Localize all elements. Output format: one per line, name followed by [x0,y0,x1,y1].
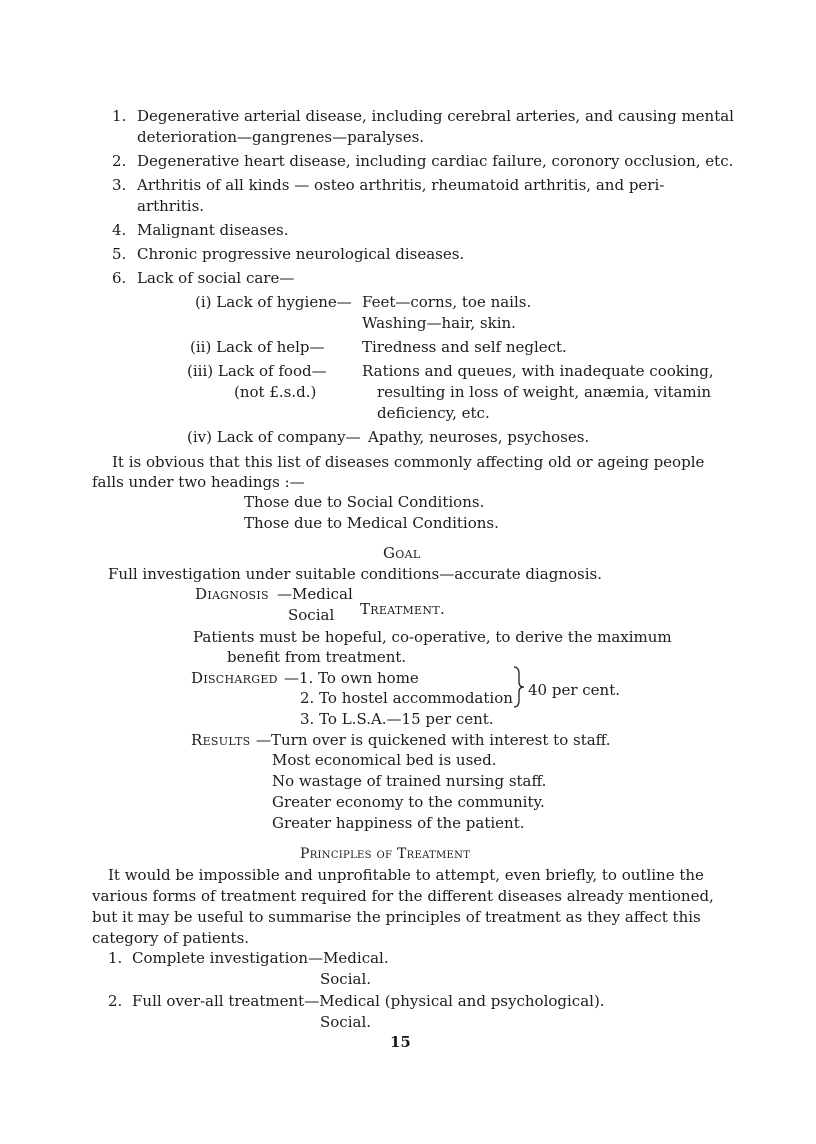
summary-line: falls under two headings :— [92,473,305,491]
list-item-continuation: arthritis. [137,197,205,215]
list-number: 6. [112,269,127,287]
list-item: Lack of social care— [137,269,295,287]
diagnosis-social: Social [288,606,335,624]
social-care-label: (i) Lack of hygiene— [195,293,352,311]
principles-heading: Principles of Treatment [300,846,471,862]
social-care-sublabel: (not £.s.d.) [234,383,317,401]
social-care-label: (iii) Lack of food— [187,362,327,380]
social-care-detail: Feet—corns, toe nails. [362,293,532,311]
social-care-detail: Rations and queues, with inadequate cooking, [362,362,714,380]
principles-line: but it may be useful to summarise the principles of treatment as they affect this [92,908,701,926]
discharged-item: 2. To hostel accommodation [300,689,513,707]
results-item: Greater economy to the community. [272,793,545,811]
discharged-percentage: 40 per cent. [528,681,621,699]
social-care-detail: Washing—hair, skin. [362,314,516,332]
goal-text: Full investigation under suitable conditions—accurate diagnosis. [108,565,602,583]
discharged-item: 3. To L.S.A.—15 per cent. [300,710,494,728]
principles-line: category of patients. [92,929,250,947]
list-number: 4. [112,221,127,239]
diagnosis-medical: —Medical [277,585,353,603]
social-care-detail: deficiency, etc. [377,404,490,422]
results-item: Most economical bed is used. [272,751,497,769]
summary-heading: Those due to Medical Conditions. [244,514,499,532]
social-care-label: (iv) Lack of company— [187,428,361,446]
patients-line: benefit from treatment. [227,648,407,666]
results-label: Results [191,731,251,749]
list-item: Degenerative arterial disease, including cerebral arteries, and causing mental [137,107,734,125]
social-care-detail: resulting in loss of weight, anæmia, vitamin [377,383,712,401]
social-care-detail: Tiredness and self neglect. [362,338,567,356]
list-item: Arthritis of all kinds — osteo arthritis, rheumatoid arthritis, and peri- [137,176,665,194]
summary-line: It is obvious that this list of diseases commonly affecting old or ageing people [112,453,705,471]
principles-line: It would be impossible and unprofitable to attempt, even briefly, to outline the [108,866,704,884]
page-number: 15 [390,1033,411,1051]
social-care-detail: Apathy, neuroses, psychoses. [368,428,590,446]
results-item: No wastage of trained nursing staff. [272,772,547,790]
list-item: Chronic progressive neurological diseases. [137,245,465,263]
list-number: 5. [112,245,127,263]
list-item-continuation: deterioration—gangrenes—paralyses. [137,128,425,146]
diagnosis-label: Diagnosis [195,585,269,603]
principles-item: Complete investigation—Medical. [132,949,389,967]
list-number: 2. [108,992,123,1010]
list-number: 1. [108,949,123,967]
summary-heading: Those due to Social Conditions. [244,493,485,511]
list-item: Malignant diseases. [137,221,289,239]
list-number: 1. [112,107,127,125]
patients-line: Patients must be hopeful, co-operative, to derive the maximum [193,628,672,646]
curly-brace-icon [512,666,526,708]
list-item: Degenerative heart disease, including cardiac failure, coronory occlusion, etc. [137,152,734,170]
discharged-label: Discharged [191,669,278,687]
principles-item-sub: Social. [320,1013,372,1031]
goal-heading: Goal [383,544,421,562]
treatment-label: Treatment. [360,600,446,618]
discharged-item: —1. To own home [284,669,419,687]
social-care-label: (ii) Lack of help— [190,338,325,356]
list-number: 3. [112,176,127,194]
results-item: Greater happiness of the patient. [272,814,525,832]
principles-line: various forms of treatment required for the different diseases already mentioned, [92,887,714,905]
principles-item-sub: Social. [320,970,372,988]
list-number: 2. [112,152,127,170]
results-item: —Turn over is quickened with interest to staff. [256,731,611,749]
principles-item: Full over-all treatment—Medical (physical and psychological). [132,992,605,1010]
